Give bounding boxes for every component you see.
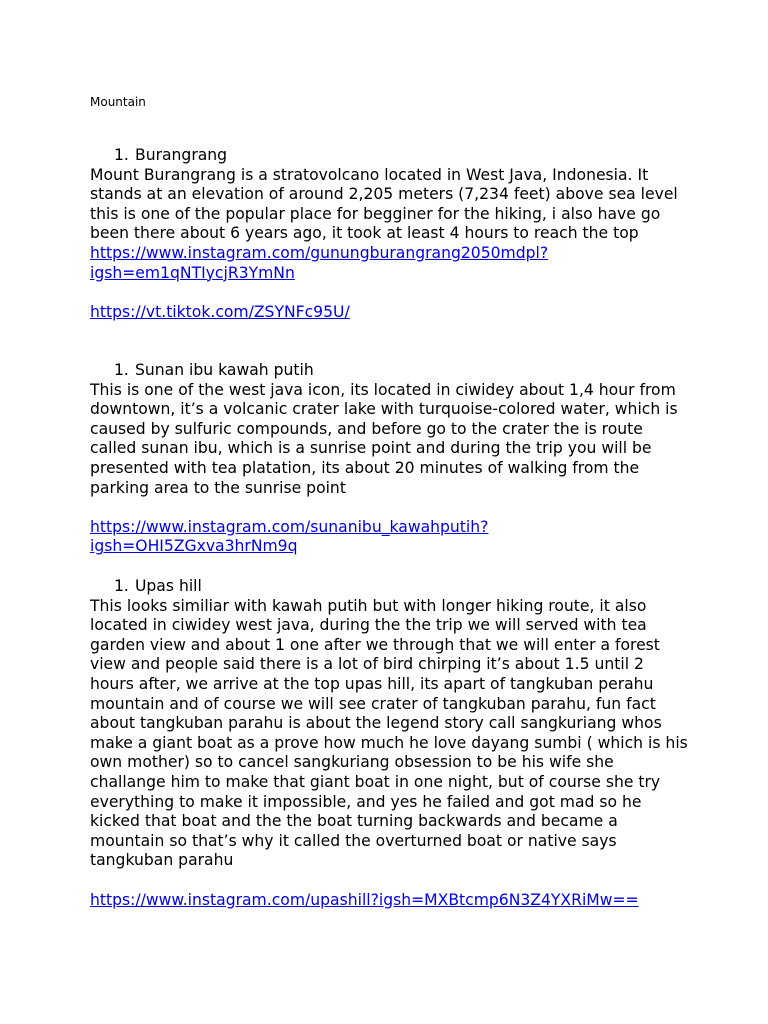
- instagram-link[interactable]: https://www.instagram.com/gunungburangrang2050mdpl? igsh=em1qNTIycjR3YmNn: [90, 243, 549, 282]
- list-item-title: [90, 577, 690, 597]
- list-number: 1.: [114, 361, 129, 379]
- section-body: This looks similiar with kawah putih but with longer hiking route, it also located in ciwidey west java, during the the trip we will served with tea garden view and about 1 one after we through that we will enter a forest view and people said there is a lot of bird chirping it’s about 1.5 until 2 hours after, we arrive at the top upas hill, its apart of tangkuban perahu mountain and of course we will see crater of tangkuban parahu, fun fact about tangkuban parahu is about the legend story call sangkuriang whos make a giant boat as a prove how much he love dayang sumbi ( which is his own mother) so to cancel sangkuriang obsession to be his wife she challange him to make that giant boat in one night, but of course she try everything to make it impossible, and yes he failed and got mad so he kicked that boat and the the boat turning backwards and became a mountain so that’s why it called the overturned boat or native says tangkuban parahu: [90, 596, 688, 870]
- section-title: Burangrang: [135, 146, 228, 164]
- section-body: Mount Burangrang is a stratovolcano located in West Java, Indonesia. It stands at an elevation of around 2,205 meters (7,234 feet) above sea level this is one of the popular place for begginer for the hiking, i also have go been there about 6 years ago, it took at least 4 hours to reach the top: [90, 165, 678, 243]
- tiktok-link[interactable]: https://vt.tiktok.com/ZSYNFc95U/: [90, 302, 350, 321]
- list-number: 1.: [114, 146, 129, 164]
- list-item-title: [90, 146, 690, 166]
- list-item-title: [90, 361, 690, 381]
- page-header: Mountain: [90, 95, 146, 109]
- section-upas-hill: [90, 577, 690, 910]
- section-body: This is one of the west java icon, its located in ciwidey about 1,4 hour from downtown, it’s a volcanic crater lake with turquoise-colored water, which is caused by sulfuric compounds, and before go to the crater the is route called sunan ibu, which is a sunrise point and during the trip you will be presented with tea platation, its about 20 minutes of walking from the parking area to the sunrise point: [90, 380, 678, 497]
- list-number: 1.: [114, 577, 129, 595]
- instagram-link[interactable]: https://www.instagram.com/upashill?igsh=MXBtcmp6N3Z4YXRiMw==: [90, 890, 639, 909]
- section-burangrang: [90, 146, 690, 322]
- section-title: Sunan ibu kawah putih: [135, 361, 314, 379]
- section-kawah-putih: [90, 361, 690, 557]
- instagram-link[interactable]: https://www.instagram.com/sunanibu_kawahputih? igsh=OHI5ZGxva3hrNm9q: [90, 517, 489, 556]
- section-title: Upas hill: [135, 577, 202, 595]
